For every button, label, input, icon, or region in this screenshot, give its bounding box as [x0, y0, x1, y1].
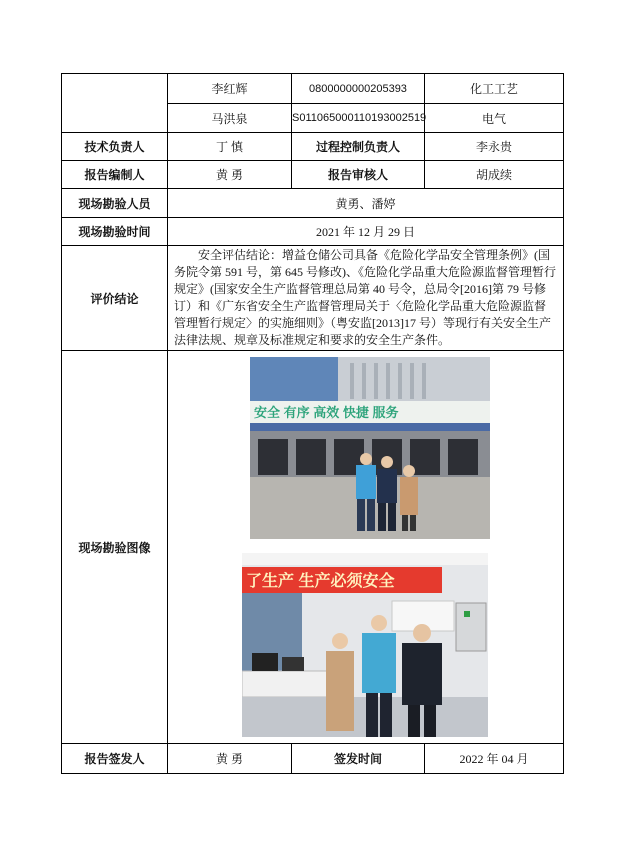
survey-photo-warehouse [250, 357, 490, 539]
tech-lead-value: 丁 慎 [168, 133, 292, 161]
warehouse-banner-text: 安全 有序 高效 快捷 服务 [254, 405, 399, 420]
report-editor-label: 报告编制人 [62, 161, 168, 189]
process-lead-value: 李永贵 [425, 133, 564, 161]
survey-staff-value: 黄勇、潘婷 [168, 189, 564, 218]
survey-time-value: 2021 年 12 月 29 日 [168, 218, 564, 246]
survey-time-row [62, 218, 564, 246]
issuer-value: 黄 勇 [168, 744, 292, 774]
conclusion-row [62, 246, 564, 351]
survey-images-cell [168, 351, 564, 744]
staff-cert-1: 0800000000205393 [292, 74, 425, 104]
images-row [62, 351, 564, 744]
report-table [61, 73, 564, 774]
control-room-banner-text: 了生产 生产必须安全 [246, 573, 395, 590]
issue-row [62, 744, 564, 774]
editor-row [62, 161, 564, 189]
issuer-label: 报告签发人 [62, 744, 168, 774]
report-reviewer-value: 胡成续 [425, 161, 564, 189]
issue-time-value: 2022 年 04 月 [425, 744, 564, 774]
survey-images-label: 现场勘验图像 [62, 351, 168, 744]
report-reviewer-label: 报告审核人 [292, 161, 425, 189]
tech-lead-label: 技术负责人 [62, 133, 168, 161]
conclusion-text: 安全评估结论：增益仓储公司具备《危险化学品安全管理条例》(国务院令第 591 号，第 645 号修改)、《危险化学品重大危险源监督管理暂行规定》(国家安全生产监督管理总局第 40 号令，总局令[2016]第 79 号修订）和《广东省安全生产监督管理局关于〈危险化学品重大危险源监督管理暂行规定〉的实施细则》（粤安监[2013]17 号）等现行有关安全生产法律法规、规章及标准规定和要求的安全生产条件。 [174, 248, 556, 347]
process-lead-label: 过程控制负责人 [292, 133, 425, 161]
survey-time-label: 现场勘验时间 [62, 218, 168, 246]
survey-staff-row [62, 189, 564, 218]
staff-cert-2: S011065000110193002519 [292, 104, 425, 133]
issue-time-label: 签发时间 [292, 744, 425, 774]
conclusion-cell [168, 246, 564, 351]
staff-header-blank [62, 74, 168, 133]
survey-staff-label: 现场勘验人员 [62, 189, 168, 218]
staff-name-1: 李红辉 [168, 74, 292, 104]
staff-field-1: 化工工艺 [425, 74, 564, 104]
staff-field-2: 电气 [425, 104, 564, 133]
report-editor-value: 黄 勇 [168, 161, 292, 189]
survey-photo-control-room [242, 553, 488, 737]
staff-name-2: 马洪泉 [168, 104, 292, 133]
report-form [61, 73, 563, 774]
staff-row-1 [62, 74, 564, 104]
conclusion-label: 评价结论 [62, 246, 168, 351]
lead-row [62, 133, 564, 161]
